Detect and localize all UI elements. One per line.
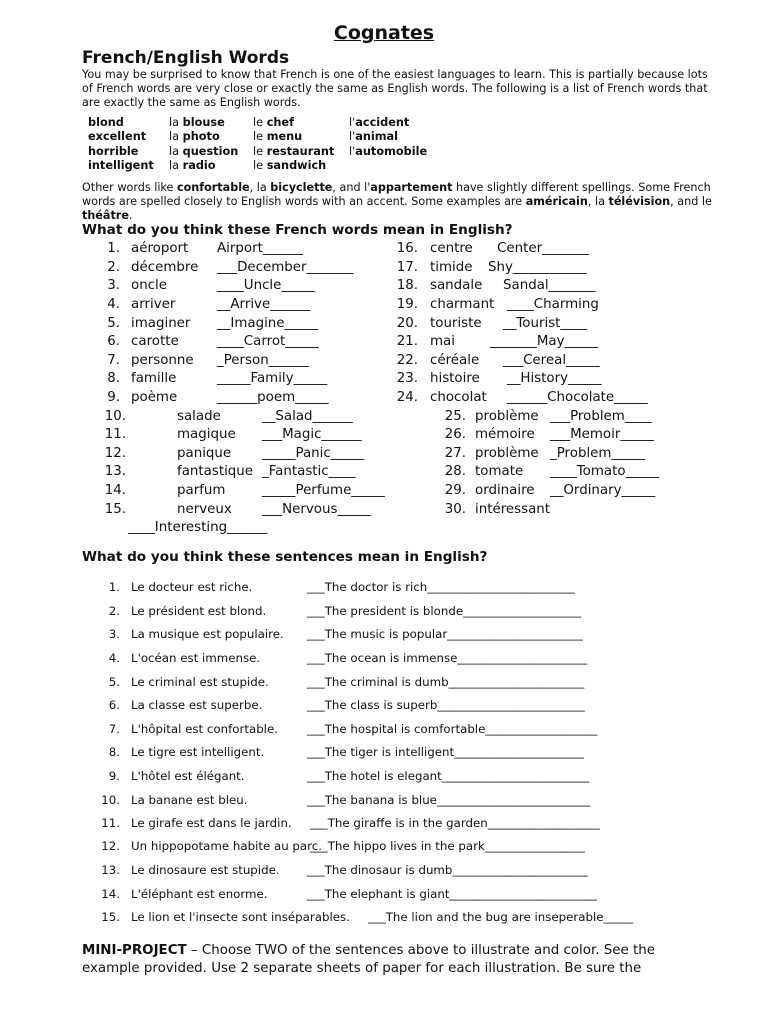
french-sentence: Le dinosaure est stupide. (131, 863, 280, 877)
french-sentence: L'océan est immense. (131, 651, 261, 665)
english-answer: __Imagine_____ (217, 316, 319, 331)
item-number: 2. (108, 604, 120, 618)
item-number: 9. (108, 769, 120, 783)
english-answer: Center_______ (497, 241, 589, 256)
word: photo (182, 130, 220, 144)
english-answer: __Tourist____ (503, 316, 588, 331)
english-answer: ____Carrot_____ (217, 334, 319, 349)
item-number: 5. (108, 675, 120, 689)
french-sentence: La banane est bleu. (131, 793, 248, 807)
french-word: fantastique (177, 464, 254, 479)
item-number: 6. (107, 334, 120, 349)
article: le (253, 130, 267, 144)
article: la (169, 116, 183, 129)
item-number: 13. (101, 863, 120, 877)
article: le (253, 158, 267, 172)
item-number: 11. (104, 427, 126, 442)
english-answer: ___December_______ (217, 260, 354, 275)
item-number: 21. (396, 334, 418, 349)
word: question (182, 144, 239, 158)
french-sentence: Le président est blond. (131, 604, 267, 618)
item-number: 22. (396, 353, 418, 368)
item-number: 12. (104, 446, 126, 461)
french-word: timide (430, 260, 473, 275)
table-cell (169, 116, 253, 130)
table-cell (253, 145, 349, 159)
french-word: sandale (430, 278, 483, 293)
item-number: 11. (101, 816, 120, 830)
item-number: 8. (108, 745, 120, 759)
article: la (169, 144, 183, 158)
note-word: bicyclette (270, 181, 333, 194)
spelling-note: Other words like confortable, la bicyclette, and l'appartement have slightly different spellings. Some French words are spelled closely to English words with an accent. Some examples are américain, la télévision, and le théâtre. (82, 181, 712, 222)
table-cell (253, 116, 349, 130)
article: la (169, 130, 183, 144)
vocab-overflow-answer: ____Interesting______ (128, 520, 268, 535)
french-sentence: L'éléphant est enorme. (131, 887, 268, 901)
item-number: 3. (108, 627, 120, 641)
english-answer: ___The dinosaur is dumb_______________________ (307, 863, 589, 877)
english-answer: __History_____ (507, 371, 602, 386)
french-word: personne (131, 353, 194, 368)
table-cell (253, 130, 349, 144)
english-answer: ___The president is blonde____________________ (307, 604, 582, 618)
french-sentence: Le lion et l'insecte sont inséparables. (131, 910, 350, 924)
article: l' (349, 130, 356, 144)
english-answer: ___The hippo lives in the park_________________ (310, 839, 586, 853)
english-answer: ___The hospital is comfortable___________________ (307, 722, 598, 736)
table-cell (169, 130, 253, 144)
section-subtitle: French/English Words (82, 48, 290, 68)
word: accident (355, 116, 410, 129)
article: le (253, 144, 267, 158)
item-number: 2. (107, 260, 120, 275)
french-word: panique (177, 446, 232, 461)
article: la (169, 158, 183, 172)
table-cell (88, 159, 169, 173)
english-answer: Sandal_______ (503, 278, 596, 293)
table-row (88, 116, 427, 130)
english-answer: ___The elephant is giant_________________________ (307, 887, 597, 901)
french-word: carotte (131, 334, 179, 349)
english-answer: __Arrive______ (217, 297, 311, 312)
table-cell (88, 145, 169, 159)
word: menu (266, 130, 303, 144)
item-number: 7. (107, 353, 120, 368)
item-number: 17. (396, 260, 418, 275)
item-number: 16. (396, 241, 418, 256)
english-answer: ___The criminal is dumb_______________________ (307, 675, 585, 689)
note-word: appartement (370, 181, 453, 194)
word: intelligent (88, 158, 154, 172)
english-answer: ___The hotel is elegant_________________________ (307, 769, 590, 783)
french-sentence: Le criminal est stupide. (131, 675, 269, 689)
english-answer: _____Family_____ (217, 371, 328, 386)
english-answer: ___Cereal_____ (503, 353, 600, 368)
english-answer: ____Tomato_____ (550, 464, 660, 479)
english-answer: ____Charming (507, 297, 599, 312)
french-word: problème (475, 409, 539, 424)
english-answer: ___The class is superb_________________________ (307, 698, 585, 712)
english-answer: ______poem_____ (217, 390, 329, 405)
french-word: charmant (430, 297, 495, 312)
item-number: 24. (396, 390, 418, 405)
french-word: parfum (177, 483, 226, 498)
french-word: touriste (430, 316, 482, 331)
french-word: tomate (475, 464, 524, 479)
page-title: Cognates (333, 22, 435, 44)
item-number: 29. (444, 483, 466, 498)
table-cell (169, 145, 253, 159)
table-cell (349, 145, 427, 159)
word: blond (88, 116, 124, 129)
item-number: 23. (396, 371, 418, 386)
note-word: télévision (608, 195, 671, 208)
english-answer: _____Perfume_____ (262, 483, 385, 498)
french-sentence: Le tigre est intelligent. (131, 745, 265, 759)
french-word: nerveux (177, 502, 232, 517)
item-number: 30. (444, 502, 466, 517)
english-answer: ___The lion and the bug are inseperable_____ (368, 910, 633, 924)
item-number: 19. (396, 297, 418, 312)
french-sentence: La classe est superbe. (131, 698, 263, 712)
french-word: céréale (430, 353, 480, 368)
item-number: 6. (108, 698, 120, 712)
word: restaurant (266, 144, 335, 158)
french-word: problème (475, 446, 539, 461)
english-answer: _Fantastic____ (262, 464, 356, 479)
item-number: 10. (101, 793, 120, 807)
french-sentence: L'hôpital est confortable. (131, 722, 278, 736)
english-answer: ___Problem____ (550, 409, 652, 424)
english-answer: _______May_____ (490, 334, 599, 349)
item-number: 27. (444, 446, 466, 461)
english-answer: ___The doctor is rich_________________________ (307, 580, 575, 594)
word: automobile (355, 144, 428, 158)
item-number: 18. (396, 278, 418, 293)
french-word: oncle (131, 278, 168, 293)
french-word: arriver (131, 297, 176, 312)
item-number: 14. (104, 483, 126, 498)
french-sentence: L'hôtel est élégant. (131, 769, 245, 783)
item-number: 5. (107, 316, 120, 331)
item-number: 28. (444, 464, 466, 479)
item-number: 10. (104, 409, 126, 424)
table-cell (169, 159, 253, 173)
french-word: mai (430, 334, 455, 349)
french-word: imaginer (131, 316, 191, 331)
table-cell (88, 116, 169, 130)
question-heading-words: What do you think these French words mean in English? (82, 222, 513, 238)
table-cell (349, 130, 427, 144)
item-number: 1. (107, 241, 120, 256)
mini-project-paragraph (82, 942, 702, 978)
english-answer: ___The banana is blue__________________________ (307, 793, 591, 807)
item-number: 9. (107, 390, 120, 405)
table-cell (88, 130, 169, 144)
french-sentence: Le docteur est riche. (131, 580, 253, 594)
word: sandwich (266, 158, 327, 172)
english-answer: ____Uncle_____ (217, 278, 315, 293)
item-number: 8. (107, 371, 120, 386)
note-word: théâtre (82, 209, 129, 222)
word: animal (355, 130, 399, 144)
english-answer: ___The music is popular_______________________ (307, 627, 583, 641)
french-sentence: Le girafe est dans le jardin. (131, 816, 292, 830)
question-heading-sentences: What do you think these sentences mean in English? (82, 549, 488, 565)
english-answer: ___Memoir_____ (550, 427, 654, 442)
item-number: 20. (396, 316, 418, 331)
french-word: intéressant (475, 502, 551, 517)
french-word: mémoire (475, 427, 535, 442)
french-word: magique (177, 427, 236, 442)
item-number: 7. (108, 722, 120, 736)
english-answer: ___The ocean is immense______________________ (307, 651, 588, 665)
item-number: 4. (108, 651, 120, 665)
table-cell (349, 159, 427, 173)
item-number: 15. (104, 502, 126, 517)
same-words-table (88, 116, 427, 173)
item-number: 26. (444, 427, 466, 442)
word: radio (182, 158, 216, 172)
english-answer: __Ordinary_____ (550, 483, 656, 498)
french-word: poème (131, 390, 178, 405)
english-answer: _Problem_____ (550, 446, 645, 461)
french-word: ordinaire (475, 483, 535, 498)
french-word: famille (131, 371, 177, 386)
item-number: 4. (107, 297, 120, 312)
word: chef (266, 116, 295, 129)
english-answer: ___Magic______ (262, 427, 362, 442)
english-answer: ___Nervous_____ (262, 502, 371, 517)
article: le (253, 116, 267, 129)
english-answer: ___The tiger is intelligent______________________ (307, 745, 584, 759)
french-sentence: Un hippopotame habite au parc. (131, 839, 322, 853)
table-cell (349, 116, 427, 130)
note-word: américain (525, 195, 588, 208)
french-sentence: La musique est populaire. (131, 627, 284, 641)
word: horrible (88, 144, 139, 158)
item-number: 12. (101, 839, 120, 853)
item-number: 13. (104, 464, 126, 479)
french-word: aéroport (131, 241, 189, 256)
word: blouse (182, 116, 225, 129)
french-word: salade (177, 409, 221, 424)
english-answer: ___The giraffe is in the garden___________________ (310, 816, 600, 830)
french-word: décembre (131, 260, 199, 275)
note-word: confortable (176, 181, 250, 194)
word: excellent (88, 130, 147, 144)
mini-project-text: – Choose TWO of the sentences above to illustrate and color. See the example provided. Use 2 separate sheets of paper for each illustration. Be sure the (82, 943, 655, 976)
item-number: 1. (108, 580, 120, 594)
english-answer: __Salad______ (262, 409, 353, 424)
table-row (88, 145, 427, 159)
article: l' (349, 144, 356, 158)
item-number: 15. (101, 910, 120, 924)
english-answer: Shy___________ (488, 260, 587, 275)
table-cell (253, 159, 349, 173)
item-number: 3. (107, 278, 120, 293)
article: l' (349, 116, 356, 129)
english-answer: _Person______ (217, 353, 309, 368)
french-word: histoire (430, 371, 480, 386)
french-word: chocolat (430, 390, 487, 405)
english-answer: ______Chocolate_____ (507, 390, 648, 405)
intro-paragraph: You may be surprised to know that French is one of the easiest languages to learn. This is partially because lots of French words are very close or exactly the same as English words. The following is a list of French words that are exactly the same as English words. (82, 68, 708, 109)
item-number: 25. (444, 409, 466, 424)
english-answer: _____Panic_____ (262, 446, 365, 461)
item-number: 14. (101, 887, 120, 901)
table-row (88, 159, 427, 173)
english-answer: Airport______ (217, 241, 304, 256)
table-row (88, 130, 427, 144)
french-word: centre (430, 241, 473, 256)
mini-project-label: MINI-PROJECT (82, 943, 187, 958)
